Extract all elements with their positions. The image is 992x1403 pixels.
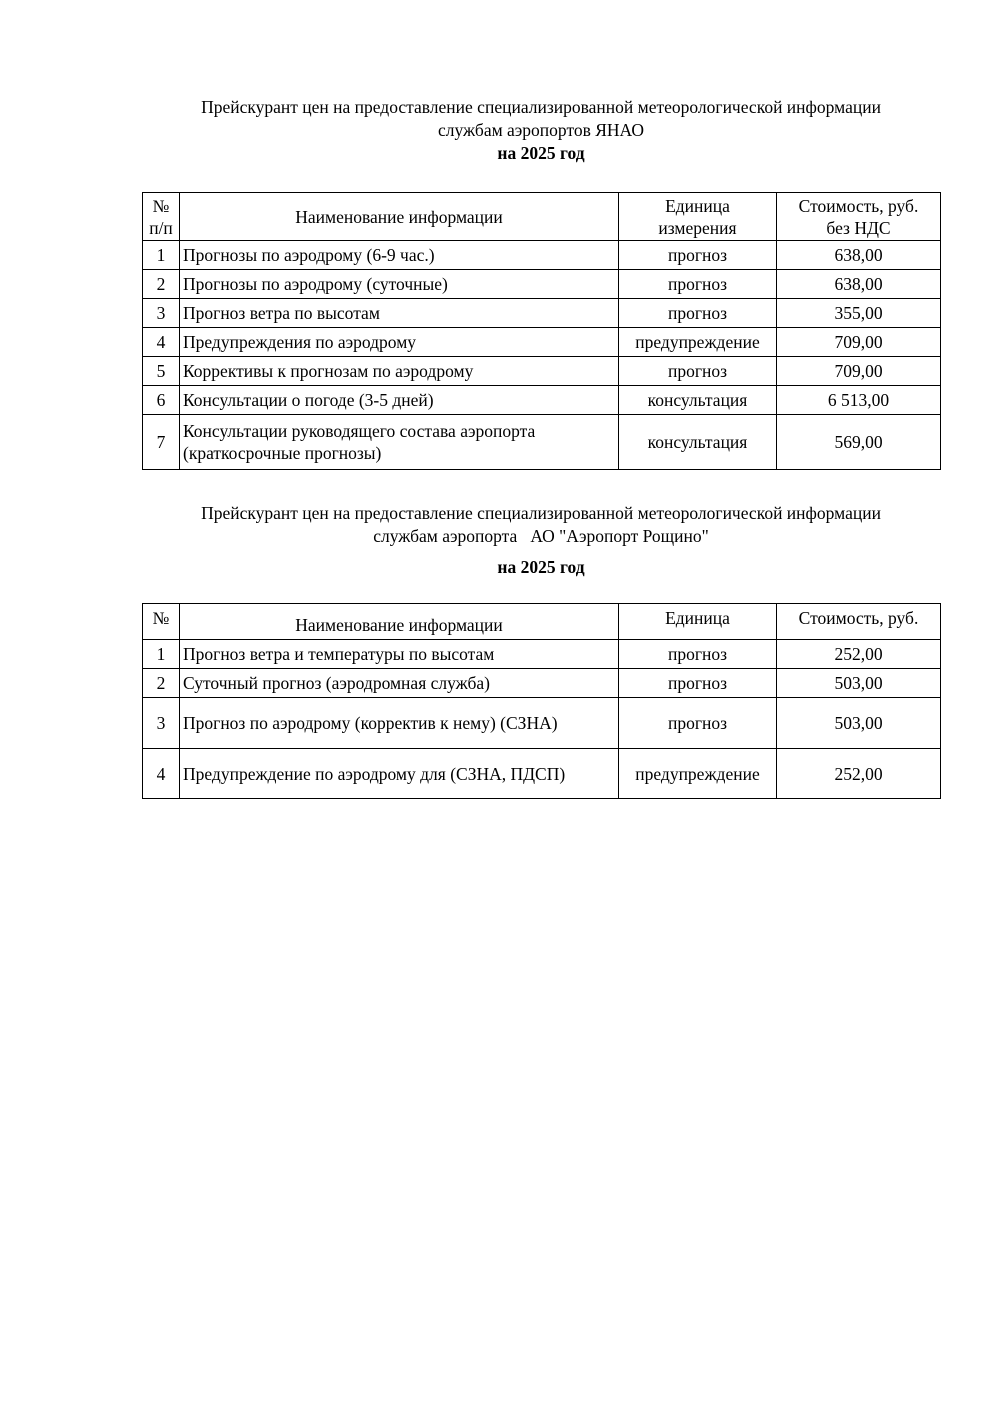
row-number: 7: [143, 415, 180, 470]
heading-title-line2: службам аэропорта АО "Аэропорт Рощино": [373, 526, 709, 546]
row-number: 3: [143, 299, 180, 328]
row-name: Прогноз по аэродрому (корректив к нему) (СЗНА): [180, 698, 619, 749]
row-number: 6: [143, 386, 180, 415]
row-name: Консультации о погоде (3-5 дней): [180, 386, 619, 415]
table-row: [143, 241, 941, 270]
row-unit: прогноз: [619, 270, 777, 299]
row-number: 2: [143, 270, 180, 299]
row-name: Предупреждение по аэродрому для (СЗНА, ПДСП): [180, 749, 619, 799]
row-number: 5: [143, 357, 180, 386]
header-cost: Стоимость, руб.: [777, 604, 941, 640]
header-number: [143, 193, 180, 241]
row-name-line2: (краткосрочные прогнозы): [183, 443, 382, 463]
heading-year: на 2025 год: [497, 143, 585, 163]
row-cost: 252,00: [777, 640, 941, 669]
heading-title-line2: службам аэропортов ЯНАО: [438, 120, 644, 140]
price-table-yanao: [142, 192, 941, 470]
row-number: 3: [143, 698, 180, 749]
row-number: 2: [143, 669, 180, 698]
row-cost: 6 513,00: [777, 386, 941, 415]
header-name: Наименование информации: [180, 193, 619, 241]
header-number: №: [143, 604, 180, 640]
header-number-line1: №: [152, 195, 170, 216]
table-row: [143, 698, 941, 749]
row-cost: 709,00: [777, 328, 941, 357]
table-row: [143, 640, 941, 669]
row-unit: прогноз: [619, 669, 777, 698]
table-header-row: [143, 193, 941, 241]
table-row: [143, 386, 941, 415]
row-unit: консультация: [619, 386, 777, 415]
price-list-heading-roshchino: [90, 502, 992, 579]
row-cost: 355,00: [777, 299, 941, 328]
row-cost: 638,00: [777, 270, 941, 299]
header-unit: Единица: [619, 604, 777, 640]
price-list-heading-yanao: [90, 96, 992, 165]
row-cost: 638,00: [777, 241, 941, 270]
table-row: [143, 328, 941, 357]
header-unit-line1: Единица: [665, 195, 730, 216]
row-number: 4: [143, 749, 180, 799]
row-number: 1: [143, 241, 180, 270]
row-name: Коррективы к прогнозам по аэродрому: [180, 357, 619, 386]
row-name: Суточный прогноз (аэродромная служба): [180, 669, 619, 698]
header-name: Наименование информации: [180, 604, 619, 640]
heading-title-line1: Прейскурант цен на предоставление специализированной метеорологической информации: [201, 503, 881, 523]
row-cost: 503,00: [777, 669, 941, 698]
row-name: Прогноз ветра и температуры по высотам: [180, 640, 619, 669]
row-unit: предупреждение: [619, 328, 777, 357]
row-cost: 252,00: [777, 749, 941, 799]
row-name-line1: Консультации руководящего состава аэропорта: [183, 421, 536, 441]
table-row: [143, 415, 941, 470]
row-unit: консультация: [619, 415, 777, 470]
heading-year: на 2025 год: [497, 557, 585, 577]
header-cost: [777, 193, 941, 241]
heading-title-line1: Прейскурант цен на предоставление специализированной метеорологической информации: [201, 97, 881, 117]
header-unit-line2: измерения: [658, 217, 737, 238]
row-unit: предупреждение: [619, 749, 777, 799]
table-row: [143, 299, 941, 328]
row-name: Прогноз ветра по высотам: [180, 299, 619, 328]
row-name: Предупреждения по аэродрому: [180, 328, 619, 357]
row-cost: 709,00: [777, 357, 941, 386]
row-number: 1: [143, 640, 180, 669]
header-cost-line2: без НДС: [826, 217, 891, 238]
row-unit: прогноз: [619, 357, 777, 386]
row-number: 4: [143, 328, 180, 357]
row-unit: прогноз: [619, 299, 777, 328]
row-unit: прогноз: [619, 241, 777, 270]
row-cost: 503,00: [777, 698, 941, 749]
table-row: [143, 357, 941, 386]
table-row: [143, 669, 941, 698]
row-cost: 569,00: [777, 415, 941, 470]
row-unit: прогноз: [619, 640, 777, 669]
table-row: [143, 270, 941, 299]
row-name: Прогнозы по аэродрому (суточные): [180, 270, 619, 299]
price-table-roshchino: [142, 603, 941, 799]
table-row: [143, 749, 941, 799]
header-number-line2: п/п: [149, 217, 173, 238]
row-unit: прогноз: [619, 698, 777, 749]
header-unit: [619, 193, 777, 241]
table-header-row: [143, 604, 941, 640]
row-name: [180, 415, 619, 470]
row-name: Прогнозы по аэродрому (6-9 час.): [180, 241, 619, 270]
header-cost-line1: Стоимость, руб.: [798, 195, 919, 216]
